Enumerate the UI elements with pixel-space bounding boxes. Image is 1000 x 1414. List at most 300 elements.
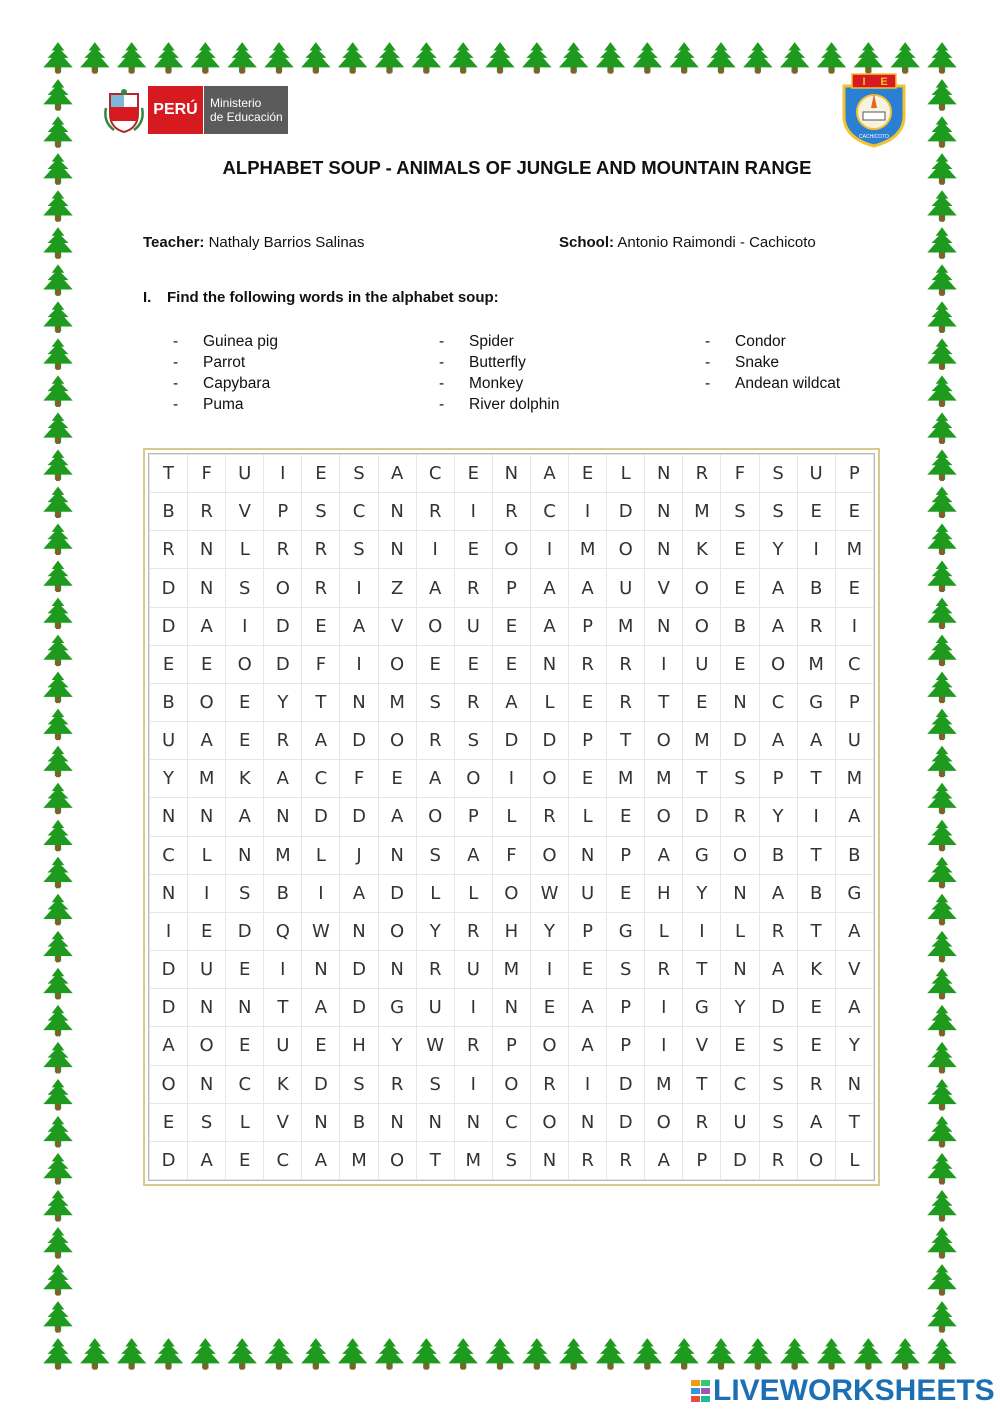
- grid-cell[interactable]: C: [721, 1065, 759, 1103]
- grid-cell[interactable]: T: [797, 912, 835, 950]
- grid-cell[interactable]: N: [188, 989, 226, 1027]
- grid-cell[interactable]: R: [454, 683, 492, 721]
- grid-cell[interactable]: S: [340, 1065, 378, 1103]
- grid-cell[interactable]: R: [302, 531, 340, 569]
- grid-cell[interactable]: S: [721, 760, 759, 798]
- grid-cell[interactable]: E: [797, 493, 835, 531]
- grid-cell[interactable]: V: [835, 951, 873, 989]
- grid-cell[interactable]: E: [454, 645, 492, 683]
- grid-cell[interactable]: I: [835, 607, 873, 645]
- grid-cell[interactable]: K: [264, 1065, 302, 1103]
- grid-cell[interactable]: G: [835, 874, 873, 912]
- grid-cell[interactable]: I: [302, 874, 340, 912]
- grid-cell[interactable]: R: [683, 1103, 721, 1141]
- grid-cell[interactable]: H: [645, 874, 683, 912]
- grid-cell[interactable]: I: [264, 455, 302, 493]
- grid-cell[interactable]: G: [683, 989, 721, 1027]
- grid-cell[interactable]: K: [226, 760, 264, 798]
- grid-cell[interactable]: E: [721, 569, 759, 607]
- grid-cell[interactable]: P: [569, 722, 607, 760]
- grid-cell[interactable]: R: [378, 1065, 416, 1103]
- grid-cell[interactable]: R: [797, 1065, 835, 1103]
- grid-cell[interactable]: T: [645, 683, 683, 721]
- grid-cell[interactable]: A: [835, 798, 873, 836]
- grid-cell[interactable]: B: [797, 569, 835, 607]
- grid-cell[interactable]: N: [340, 912, 378, 950]
- grid-cell[interactable]: B: [264, 874, 302, 912]
- grid-cell[interactable]: Y: [530, 912, 568, 950]
- grid-cell[interactable]: I: [645, 1027, 683, 1065]
- grid-cell[interactable]: N: [340, 683, 378, 721]
- grid-cell[interactable]: R: [302, 569, 340, 607]
- grid-cell[interactable]: A: [454, 836, 492, 874]
- grid-cell[interactable]: E: [492, 607, 530, 645]
- grid-cell[interactable]: M: [835, 531, 873, 569]
- grid-cell[interactable]: U: [416, 989, 454, 1027]
- grid-cell[interactable]: U: [226, 455, 264, 493]
- grid-cell[interactable]: N: [226, 989, 264, 1027]
- grid-cell[interactable]: N: [645, 531, 683, 569]
- grid-cell[interactable]: R: [492, 493, 530, 531]
- grid-cell[interactable]: N: [721, 951, 759, 989]
- grid-cell[interactable]: Y: [759, 798, 797, 836]
- grid-cell[interactable]: T: [607, 722, 645, 760]
- grid-cell[interactable]: E: [226, 722, 264, 760]
- grid-cell[interactable]: E: [226, 683, 264, 721]
- grid-cell[interactable]: N: [302, 1103, 340, 1141]
- grid-cell[interactable]: N: [150, 798, 188, 836]
- grid-cell[interactable]: L: [188, 836, 226, 874]
- grid-cell[interactable]: R: [683, 455, 721, 493]
- grid-cell[interactable]: A: [569, 569, 607, 607]
- grid-cell[interactable]: R: [264, 722, 302, 760]
- grid-cell[interactable]: L: [530, 683, 568, 721]
- grid-cell[interactable]: A: [264, 760, 302, 798]
- grid-cell[interactable]: O: [683, 607, 721, 645]
- grid-cell[interactable]: N: [226, 836, 264, 874]
- grid-cell[interactable]: E: [302, 1027, 340, 1065]
- grid-cell[interactable]: S: [607, 951, 645, 989]
- grid-cell[interactable]: P: [607, 989, 645, 1027]
- grid-cell[interactable]: N: [188, 569, 226, 607]
- grid-cell[interactable]: F: [492, 836, 530, 874]
- grid-cell[interactable]: O: [416, 798, 454, 836]
- grid-cell[interactable]: G: [378, 989, 416, 1027]
- grid-cell[interactable]: A: [759, 607, 797, 645]
- grid-cell[interactable]: D: [302, 798, 340, 836]
- grid-cell[interactable]: A: [759, 569, 797, 607]
- grid-cell[interactable]: R: [454, 569, 492, 607]
- grid-cell[interactable]: D: [340, 722, 378, 760]
- grid-cell[interactable]: R: [645, 951, 683, 989]
- grid-cell[interactable]: U: [797, 455, 835, 493]
- grid-cell[interactable]: P: [683, 1141, 721, 1179]
- grid-cell[interactable]: U: [835, 722, 873, 760]
- grid-cell[interactable]: N: [302, 951, 340, 989]
- grid-cell[interactable]: M: [569, 531, 607, 569]
- grid-cell[interactable]: A: [150, 1027, 188, 1065]
- grid-cell[interactable]: N: [835, 1065, 873, 1103]
- grid-cell[interactable]: C: [226, 1065, 264, 1103]
- grid-cell[interactable]: N: [530, 1141, 568, 1179]
- grid-cell[interactable]: E: [721, 645, 759, 683]
- grid-cell[interactable]: A: [759, 951, 797, 989]
- grid-cell[interactable]: B: [721, 607, 759, 645]
- grid-cell[interactable]: C: [150, 836, 188, 874]
- grid-cell[interactable]: D: [340, 989, 378, 1027]
- grid-cell[interactable]: A: [530, 455, 568, 493]
- grid-cell[interactable]: P: [569, 607, 607, 645]
- grid-cell[interactable]: T: [264, 989, 302, 1027]
- grid-cell[interactable]: A: [797, 722, 835, 760]
- grid-cell[interactable]: O: [378, 645, 416, 683]
- grid-cell[interactable]: S: [226, 569, 264, 607]
- grid-cell[interactable]: D: [340, 951, 378, 989]
- grid-cell[interactable]: R: [569, 645, 607, 683]
- grid-cell[interactable]: M: [835, 760, 873, 798]
- grid-cell[interactable]: D: [264, 607, 302, 645]
- grid-cell[interactable]: P: [569, 912, 607, 950]
- grid-cell[interactable]: E: [302, 455, 340, 493]
- grid-cell[interactable]: O: [188, 1027, 226, 1065]
- grid-cell[interactable]: P: [454, 798, 492, 836]
- grid-cell[interactable]: L: [492, 798, 530, 836]
- grid-cell[interactable]: S: [226, 874, 264, 912]
- grid-cell[interactable]: J: [340, 836, 378, 874]
- grid-cell[interactable]: O: [226, 645, 264, 683]
- grid-cell[interactable]: M: [645, 1065, 683, 1103]
- grid-cell[interactable]: M: [492, 951, 530, 989]
- grid-cell[interactable]: B: [150, 683, 188, 721]
- grid-cell[interactable]: Y: [759, 531, 797, 569]
- grid-cell[interactable]: K: [797, 951, 835, 989]
- grid-cell[interactable]: R: [454, 912, 492, 950]
- grid-cell[interactable]: O: [188, 683, 226, 721]
- grid-cell[interactable]: O: [530, 1103, 568, 1141]
- grid-cell[interactable]: K: [683, 531, 721, 569]
- grid-cell[interactable]: C: [340, 493, 378, 531]
- grid-cell[interactable]: E: [607, 798, 645, 836]
- grid-cell[interactable]: P: [492, 569, 530, 607]
- grid-cell[interactable]: E: [454, 455, 492, 493]
- grid-cell[interactable]: H: [340, 1027, 378, 1065]
- grid-cell[interactable]: B: [150, 493, 188, 531]
- grid-cell[interactable]: M: [340, 1141, 378, 1179]
- grid-cell[interactable]: E: [607, 874, 645, 912]
- grid-cell[interactable]: E: [835, 569, 873, 607]
- grid-cell[interactable]: C: [264, 1141, 302, 1179]
- grid-cell[interactable]: B: [759, 836, 797, 874]
- grid-cell[interactable]: R: [797, 607, 835, 645]
- grid-cell[interactable]: T: [797, 836, 835, 874]
- grid-cell[interactable]: Z: [378, 569, 416, 607]
- grid-cell[interactable]: I: [797, 531, 835, 569]
- grid-cell[interactable]: O: [759, 645, 797, 683]
- grid-cell[interactable]: I: [454, 989, 492, 1027]
- grid-cell[interactable]: A: [188, 1141, 226, 1179]
- grid-cell[interactable]: N: [264, 798, 302, 836]
- grid-cell[interactable]: A: [226, 798, 264, 836]
- grid-cell[interactable]: M: [645, 760, 683, 798]
- grid-cell[interactable]: O: [454, 760, 492, 798]
- grid-cell[interactable]: U: [569, 874, 607, 912]
- grid-cell[interactable]: U: [454, 607, 492, 645]
- grid-cell[interactable]: A: [645, 836, 683, 874]
- grid-cell[interactable]: N: [645, 607, 683, 645]
- grid-cell[interactable]: R: [607, 1141, 645, 1179]
- grid-cell[interactable]: A: [302, 722, 340, 760]
- grid-cell[interactable]: E: [569, 455, 607, 493]
- grid-cell[interactable]: O: [492, 531, 530, 569]
- grid-cell[interactable]: N: [188, 531, 226, 569]
- grid-cell[interactable]: D: [264, 645, 302, 683]
- grid-cell[interactable]: E: [150, 1103, 188, 1141]
- grid-cell[interactable]: R: [721, 798, 759, 836]
- grid-cell[interactable]: D: [607, 493, 645, 531]
- grid-cell[interactable]: A: [835, 912, 873, 950]
- grid-cell[interactable]: O: [721, 836, 759, 874]
- grid-cell[interactable]: R: [759, 1141, 797, 1179]
- grid-cell[interactable]: I: [264, 951, 302, 989]
- grid-cell[interactable]: I: [188, 874, 226, 912]
- grid-cell[interactable]: O: [378, 722, 416, 760]
- grid-cell[interactable]: N: [188, 1065, 226, 1103]
- grid-cell[interactable]: U: [683, 645, 721, 683]
- grid-cell[interactable]: N: [492, 455, 530, 493]
- grid-cell[interactable]: Y: [264, 683, 302, 721]
- grid-cell[interactable]: R: [416, 722, 454, 760]
- grid-cell[interactable]: V: [264, 1103, 302, 1141]
- grid-cell[interactable]: F: [721, 455, 759, 493]
- grid-cell[interactable]: M: [797, 645, 835, 683]
- grid-cell[interactable]: T: [683, 760, 721, 798]
- grid-cell[interactable]: E: [530, 989, 568, 1027]
- grid-cell[interactable]: C: [835, 645, 873, 683]
- grid-cell[interactable]: D: [150, 607, 188, 645]
- grid-cell[interactable]: D: [607, 1065, 645, 1103]
- grid-cell[interactable]: I: [416, 531, 454, 569]
- grid-cell[interactable]: A: [302, 1141, 340, 1179]
- grid-cell[interactable]: N: [492, 989, 530, 1027]
- grid-cell[interactable]: I: [492, 760, 530, 798]
- grid-cell[interactable]: D: [607, 1103, 645, 1141]
- grid-cell[interactable]: I: [797, 798, 835, 836]
- grid-cell[interactable]: W: [530, 874, 568, 912]
- grid-cell[interactable]: O: [797, 1141, 835, 1179]
- grid-cell[interactable]: Y: [835, 1027, 873, 1065]
- grid-cell[interactable]: A: [759, 722, 797, 760]
- grid-cell[interactable]: R: [530, 1065, 568, 1103]
- grid-cell[interactable]: E: [797, 989, 835, 1027]
- grid-cell[interactable]: I: [530, 951, 568, 989]
- grid-cell[interactable]: R: [454, 1027, 492, 1065]
- grid-cell[interactable]: S: [416, 836, 454, 874]
- grid-cell[interactable]: P: [607, 836, 645, 874]
- grid-cell[interactable]: I: [645, 989, 683, 1027]
- grid-cell[interactable]: N: [378, 493, 416, 531]
- grid-cell[interactable]: B: [797, 874, 835, 912]
- grid-cell[interactable]: O: [150, 1065, 188, 1103]
- grid-cell[interactable]: N: [378, 836, 416, 874]
- grid-cell[interactable]: L: [569, 798, 607, 836]
- grid-cell[interactable]: A: [188, 607, 226, 645]
- grid-cell[interactable]: D: [150, 989, 188, 1027]
- grid-cell[interactable]: L: [416, 874, 454, 912]
- grid-cell[interactable]: E: [835, 493, 873, 531]
- grid-cell[interactable]: S: [759, 493, 797, 531]
- grid-cell[interactable]: S: [759, 1065, 797, 1103]
- grid-cell[interactable]: O: [645, 722, 683, 760]
- grid-cell[interactable]: R: [188, 493, 226, 531]
- grid-cell[interactable]: O: [607, 531, 645, 569]
- grid-cell[interactable]: L: [645, 912, 683, 950]
- grid-cell[interactable]: G: [797, 683, 835, 721]
- grid-cell[interactable]: F: [340, 760, 378, 798]
- grid-cell[interactable]: N: [645, 455, 683, 493]
- grid-cell[interactable]: I: [340, 645, 378, 683]
- grid-cell[interactable]: I: [454, 1065, 492, 1103]
- grid-cell[interactable]: A: [759, 874, 797, 912]
- grid-cell[interactable]: D: [340, 798, 378, 836]
- grid-cell[interactable]: O: [492, 1065, 530, 1103]
- grid-cell[interactable]: G: [683, 836, 721, 874]
- grid-cell[interactable]: L: [226, 531, 264, 569]
- grid-cell[interactable]: I: [340, 569, 378, 607]
- grid-cell[interactable]: S: [759, 1027, 797, 1065]
- grid-cell[interactable]: E: [226, 1027, 264, 1065]
- grid-cell[interactable]: T: [683, 951, 721, 989]
- grid-cell[interactable]: R: [607, 683, 645, 721]
- grid-cell[interactable]: N: [150, 874, 188, 912]
- grid-cell[interactable]: R: [416, 951, 454, 989]
- grid-cell[interactable]: F: [302, 645, 340, 683]
- grid-cell[interactable]: T: [150, 455, 188, 493]
- grid-cell[interactable]: R: [607, 645, 645, 683]
- grid-cell[interactable]: T: [797, 760, 835, 798]
- grid-cell[interactable]: E: [188, 645, 226, 683]
- grid-cell[interactable]: I: [226, 607, 264, 645]
- grid-cell[interactable]: Y: [683, 874, 721, 912]
- grid-cell[interactable]: L: [607, 455, 645, 493]
- grid-cell[interactable]: M: [378, 683, 416, 721]
- grid-cell[interactable]: N: [378, 531, 416, 569]
- grid-cell[interactable]: A: [530, 607, 568, 645]
- grid-cell[interactable]: P: [607, 1027, 645, 1065]
- grid-cell[interactable]: S: [454, 722, 492, 760]
- grid-cell[interactable]: S: [721, 493, 759, 531]
- grid-cell[interactable]: V: [378, 607, 416, 645]
- grid-cell[interactable]: A: [492, 683, 530, 721]
- grid-cell[interactable]: I: [645, 645, 683, 683]
- grid-cell[interactable]: O: [530, 1027, 568, 1065]
- grid-cell[interactable]: S: [416, 683, 454, 721]
- grid-cell[interactable]: N: [569, 1103, 607, 1141]
- grid-cell[interactable]: Y: [416, 912, 454, 950]
- grid-cell[interactable]: N: [378, 1103, 416, 1141]
- grid-cell[interactable]: N: [188, 798, 226, 836]
- grid-cell[interactable]: E: [683, 683, 721, 721]
- grid-cell[interactable]: D: [150, 569, 188, 607]
- grid-cell[interactable]: E: [416, 645, 454, 683]
- grid-cell[interactable]: M: [607, 760, 645, 798]
- grid-cell[interactable]: U: [721, 1103, 759, 1141]
- grid-cell[interactable]: N: [530, 645, 568, 683]
- grid-cell[interactable]: E: [302, 607, 340, 645]
- grid-cell[interactable]: P: [835, 455, 873, 493]
- grid-cell[interactable]: Y: [150, 760, 188, 798]
- grid-cell[interactable]: P: [835, 683, 873, 721]
- grid-cell[interactable]: S: [492, 1141, 530, 1179]
- grid-cell[interactable]: Y: [721, 989, 759, 1027]
- grid-cell[interactable]: L: [835, 1141, 873, 1179]
- grid-cell[interactable]: P: [492, 1027, 530, 1065]
- grid-cell[interactable]: C: [759, 683, 797, 721]
- grid-cell[interactable]: A: [569, 989, 607, 1027]
- grid-cell[interactable]: O: [378, 1141, 416, 1179]
- grid-cell[interactable]: A: [378, 798, 416, 836]
- grid-cell[interactable]: T: [835, 1103, 873, 1141]
- grid-cell[interactable]: W: [302, 912, 340, 950]
- grid-cell[interactable]: G: [607, 912, 645, 950]
- grid-cell[interactable]: M: [264, 836, 302, 874]
- grid-cell[interactable]: S: [340, 455, 378, 493]
- grid-cell[interactable]: T: [416, 1141, 454, 1179]
- grid-cell[interactable]: N: [721, 683, 759, 721]
- grid-cell[interactable]: N: [645, 493, 683, 531]
- grid-cell[interactable]: F: [188, 455, 226, 493]
- grid-cell[interactable]: L: [721, 912, 759, 950]
- grid-cell[interactable]: O: [645, 1103, 683, 1141]
- grid-cell[interactable]: I: [569, 493, 607, 531]
- grid-cell[interactable]: A: [340, 607, 378, 645]
- grid-cell[interactable]: Q: [264, 912, 302, 950]
- grid-cell[interactable]: U: [264, 1027, 302, 1065]
- grid-cell[interactable]: S: [302, 493, 340, 531]
- grid-cell[interactable]: C: [416, 455, 454, 493]
- grid-cell[interactable]: O: [645, 798, 683, 836]
- grid-cell[interactable]: L: [454, 874, 492, 912]
- grid-cell[interactable]: T: [302, 683, 340, 721]
- grid-cell[interactable]: D: [759, 989, 797, 1027]
- grid-cell[interactable]: R: [569, 1141, 607, 1179]
- grid-cell[interactable]: I: [683, 912, 721, 950]
- grid-cell[interactable]: D: [150, 951, 188, 989]
- grid-cell[interactable]: R: [759, 912, 797, 950]
- grid-cell[interactable]: U: [607, 569, 645, 607]
- grid-cell[interactable]: I: [569, 1065, 607, 1103]
- grid-cell[interactable]: A: [416, 569, 454, 607]
- grid-cell[interactable]: O: [530, 760, 568, 798]
- grid-cell[interactable]: I: [150, 912, 188, 950]
- grid-cell[interactable]: R: [530, 798, 568, 836]
- grid-cell[interactable]: T: [683, 1065, 721, 1103]
- grid-cell[interactable]: D: [302, 1065, 340, 1103]
- grid-cell[interactable]: D: [721, 1141, 759, 1179]
- grid-cell[interactable]: N: [454, 1103, 492, 1141]
- grid-cell[interactable]: S: [340, 531, 378, 569]
- grid-cell[interactable]: A: [530, 569, 568, 607]
- grid-cell[interactable]: C: [302, 760, 340, 798]
- grid-cell[interactable]: M: [607, 607, 645, 645]
- grid-cell[interactable]: N: [569, 836, 607, 874]
- grid-cell[interactable]: P: [759, 760, 797, 798]
- grid-cell[interactable]: D: [721, 722, 759, 760]
- grid-cell[interactable]: V: [645, 569, 683, 607]
- grid-cell[interactable]: U: [454, 951, 492, 989]
- grid-cell[interactable]: V: [683, 1027, 721, 1065]
- grid-cell[interactable]: C: [492, 1103, 530, 1141]
- grid-cell[interactable]: E: [454, 531, 492, 569]
